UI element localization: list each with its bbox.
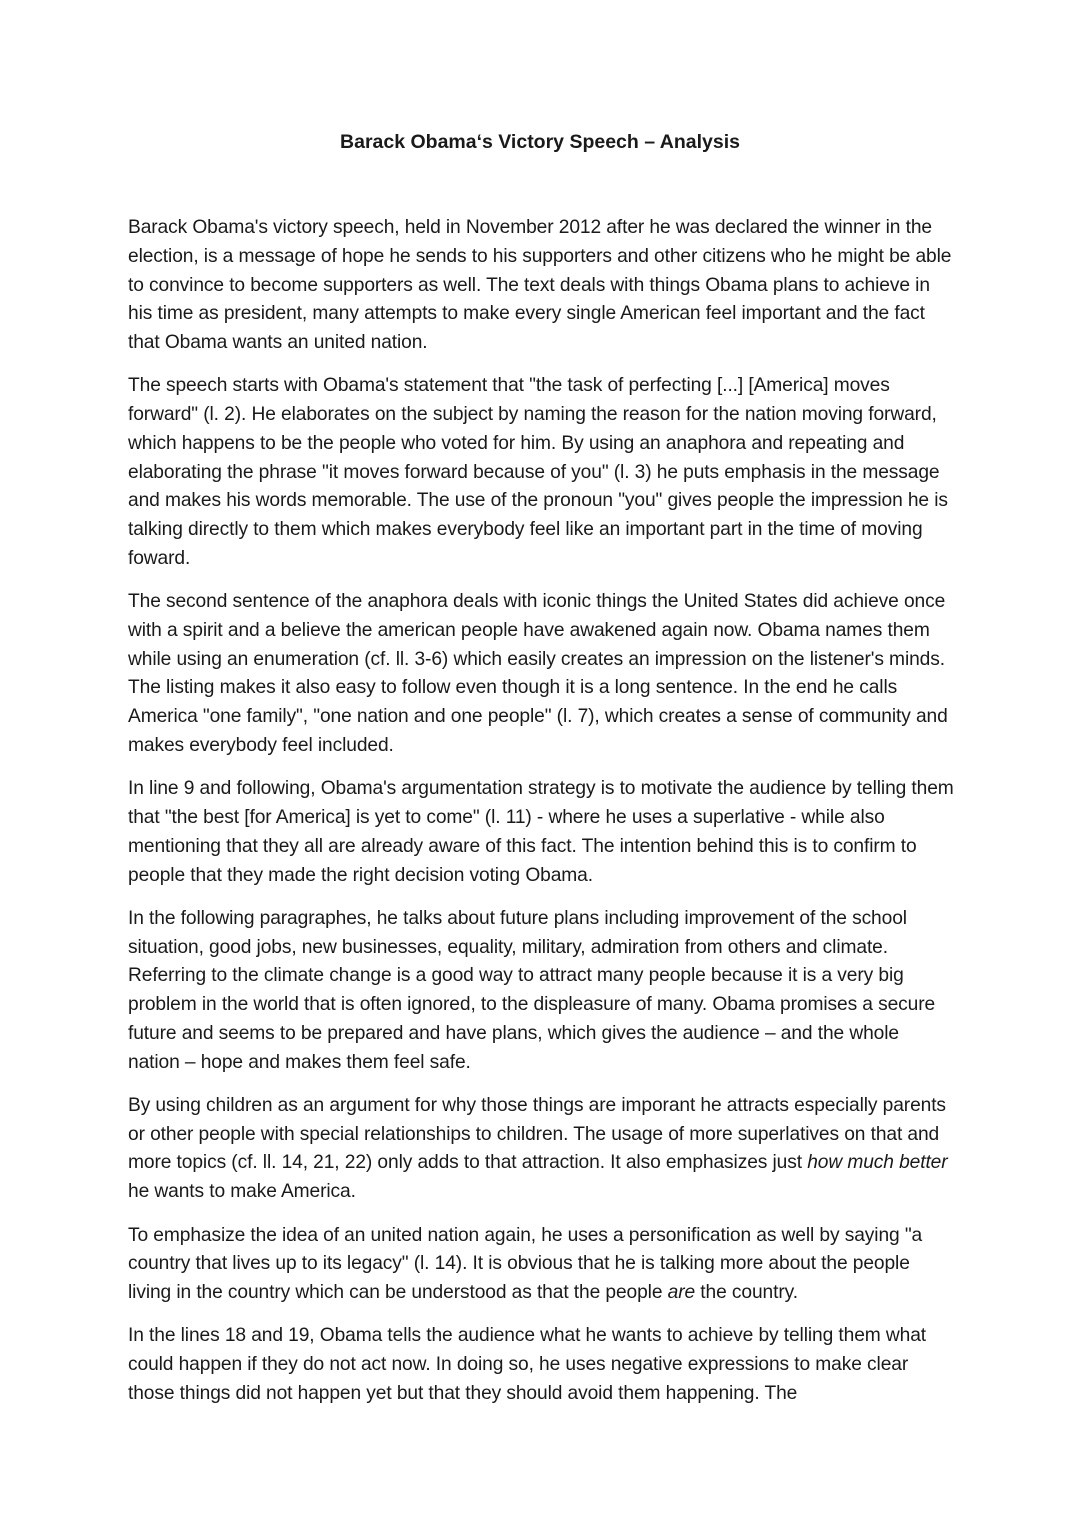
paragraph-1: Barack Obama's victory speech, held in November 2012 after he was declared the winner in the election, is a message of hope he sends to his supporters and other citizens who he might be able to convince to become supporters as well. The text deals with things Obama plans to achieve in his time as president, many attempts to make every single American feel important and the fact that Obama wants an united nation. — [128, 217, 952, 353]
paragraph-6-emphasis: how much better — [807, 1152, 948, 1174]
paragraph-3: The second sentence of the anaphora deals with iconic things the United States did achieve once with a spirit and a believe the american people have awakened again now. Obama names them while using an enumeration (cf. ll. 3-6) which easily creates an impression on the listener's minds. The listing makes it also easy to follow even though it is a long sentence. In the end he calls America "one family", "one nation and one people" (l. 7), which creates a sense of community and makes everybody feel included. — [128, 591, 948, 756]
paragraph-6-text-end: he wants to make America. — [128, 1181, 356, 1203]
paragraph-7-text-start: To emphasize the idea of an united nation again, he uses a personification as well by saying "a country that lives up to its legacy" (l. 14). It is obvious that he is talking more about the people living in the country which can be understood as that the people — [128, 1224, 923, 1304]
paragraph-4: In line 9 and following, Obama's argumentation strategy is to motivate the audience by telling them that "the best [for America] is yet to come" (l. 11) - where he uses a superlative - while also mentioning that they all are already aware of this fact. The intention behind this is to confirm to people that they made the right decision voting Obama. — [128, 778, 954, 886]
paragraph-8: In the lines 18 and 19, Obama tells the audience what he wants to achieve by telling them what could happen if they do not act now. In doing so, he uses negative expressions to make clear those things did not happen yet but that they should avoid them happening. The — [128, 1325, 927, 1404]
document-title: Barack Obama‘s Victory Speech – Analysis — [340, 131, 740, 153]
paragraph-6-text-start: By using children as an argument for why those things are imporant he attracts especially parents or other people with special relationships to children. The usage of more superlatives on that and more topics (cf. ll. 14, 21, 22) only adds to that attraction. It also emphasizes just — [128, 1094, 946, 1174]
paragraph-6 — [128, 1092, 954, 1207]
paragraph-2: The speech starts with Obama's statement that "the task of perfecting [...] [America] moves forward" (l. 2). He elaborates on the subject by naming the reason for the nation moving forward, which happens to be the people who voted for him. By using an anaphora and repeating and elaborating the phrase "it moves forward because of you" (l. 3) he puts emphasis in the message and makes his words memorable. The use of the pronoun "you" gives people the impression he is talking directly to them which makes everybody feel like an important part in the time of moving foward. — [128, 375, 948, 569]
paragraph-7-text-end: the country. — [695, 1282, 798, 1304]
paragraph-7 — [128, 1222, 954, 1308]
paragraph-7-emphasis: are — [667, 1282, 696, 1304]
paragraph-5: In the following paragraphes, he talks about future plans including improvement of the school situation, good jobs, new businesses, equality, military, admiration from others and climate. Referring to the climate change is a good way to attract many people because it is a very big problem in the world that is often ignored, to the displeasure of many. Obama promises a secure future and seems to be prepared and have plans, which gives the audience – and the whole nation – hope and makes them feel safe. — [128, 907, 936, 1073]
document-body — [128, 214, 954, 1423]
